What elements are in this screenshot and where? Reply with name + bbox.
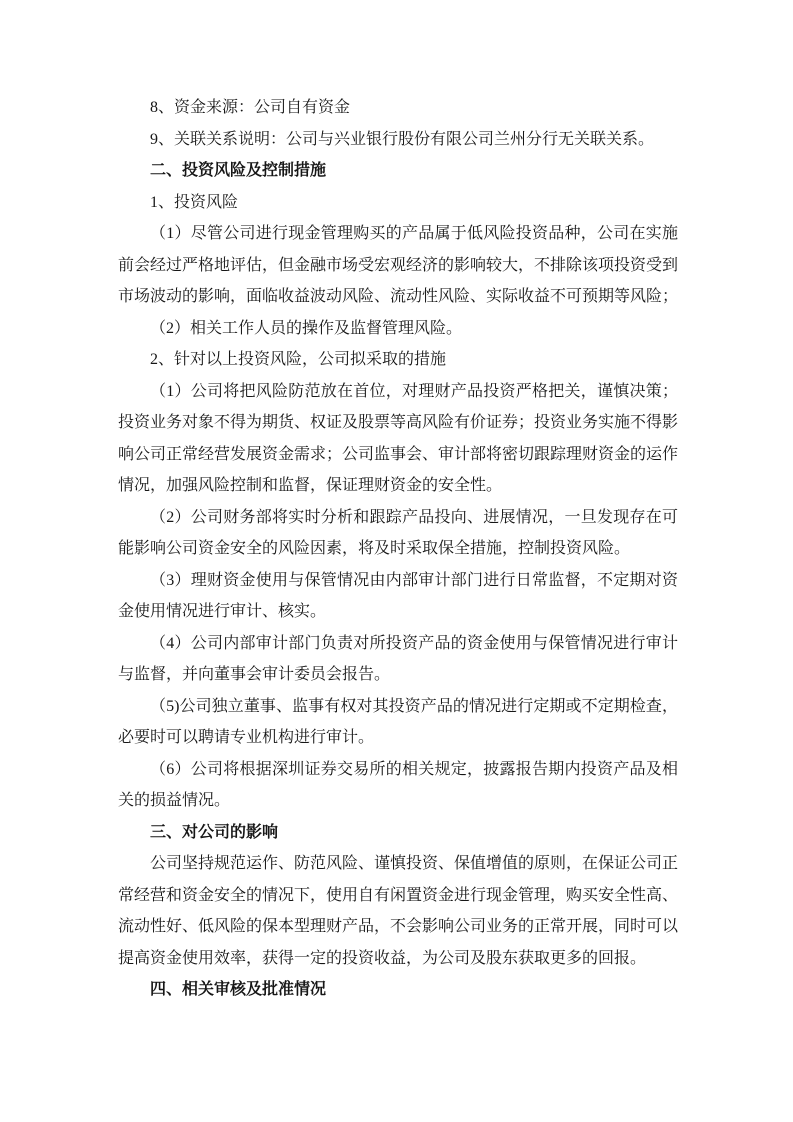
document-body	[118, 92, 678, 1006]
paragraph: （3）理财资金使用与保管情况由内部审计部门进行日常监督，不定期对资金使用情况进行审计、核实。	[118, 571, 678, 620]
paragraph: 公司坚持规范运作、防范风险、谨慎投资、保值增值的原则，在保证公司正常经营和资金安全的情况下，使用自有闲置资金进行现金管理，购买安全性高、流动性好、低风险的保本型理财产品，不会影响公司业务的正常开展，同时可以提高资金使用效率，获得一定的投资收益，为公司及股东获取更多的回报。	[118, 855, 679, 967]
paragraph: （1）公司将把风险防范放在首位，对理财产品投资严格把关，谨慎决策；投资业务对象不得为期货、权证及股票等高风险有价证券；投资业务实施不得影响公司正常经营发展资金需求；公司监事会、审计部将密切跟踪理财资金的运作情况，加强风险控制和监督，保证理财资金的安全性。	[118, 382, 679, 494]
paragraph: （2）相关工作人员的操作及监督管理风险。	[150, 319, 463, 337]
paragraph: （5)公司独立董事、监事有权对其投资产品的情况进行定期或不定期检查，必要时可以聘请专业机构进行审计。	[118, 697, 678, 746]
paragraph: 8、资金来源：公司自有资金	[150, 99, 351, 116]
paragraph: 9、关联关系说明：公司与兴业银行股份有限公司兰州分行无关联关系。	[150, 130, 655, 148]
paragraph: 1、投资风险	[150, 193, 239, 211]
section-heading: 三、对公司的影响	[150, 823, 279, 841]
section-heading: 二、投资风险及控制措施	[150, 162, 327, 179]
paragraph: 2、针对以上投资风险，公司拟采取的措施	[150, 351, 447, 368]
section-heading: 四、相关审核及批准情况	[150, 981, 327, 998]
paragraph: （1）尽管公司进行现金管理购买的产品属于低风险投资品种，公司在实施前会经过严格地评估，但金融市场受宏观经济的影响较大，不排除该项投资受到市场波动的影响，面临收益波动风险、流动性风险、实际收益不可预期等风险；	[118, 225, 679, 305]
paragraph: （2）公司财务部将实时分析和跟踪产品投向、进展情况，一旦发现存在可能影响公司资金安全的风险因素，将及时采取保全措施，控制投资风险。	[118, 508, 678, 557]
paragraph: （4）公司内部审计部门负责对所投资产品的资金使用与保管情况进行审计与监督，并向董事会审计委员会报告。	[118, 634, 678, 683]
paragraph: （6）公司将根据深圳证券交易所的相关规定，披露报告期内投资产品及相关的损益情况。	[118, 760, 678, 809]
